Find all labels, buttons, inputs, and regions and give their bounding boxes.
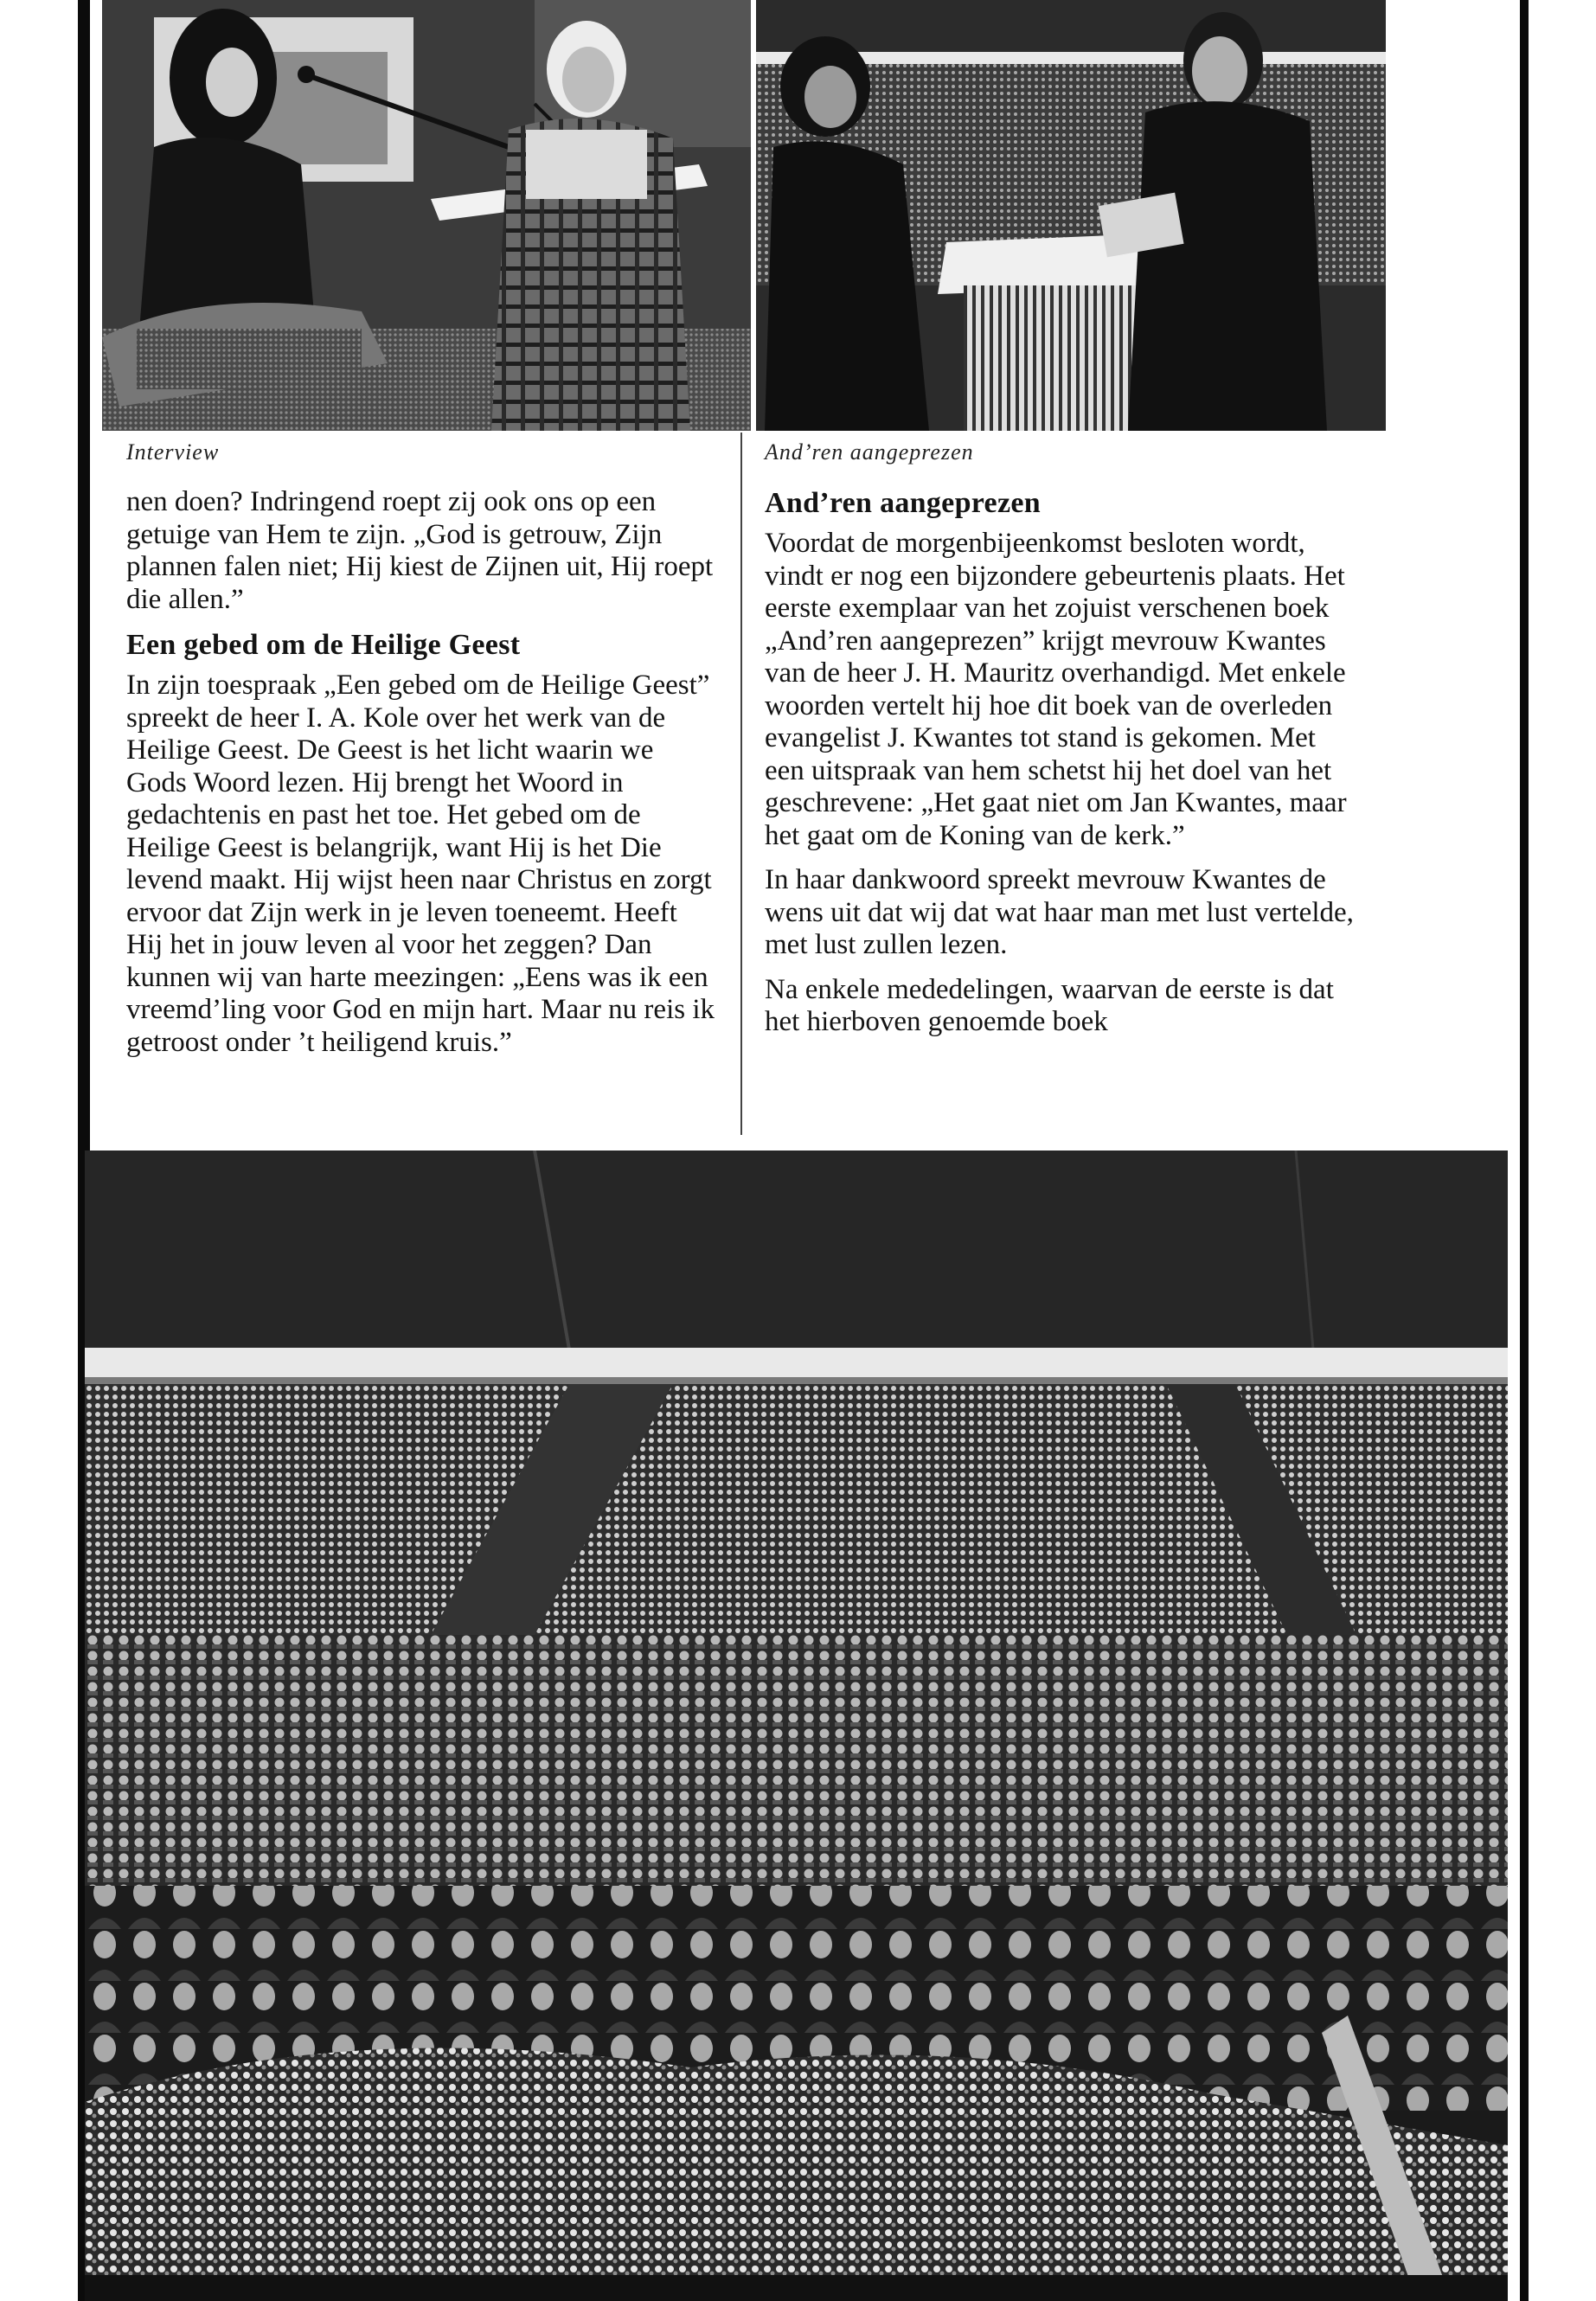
- interview-photo: [102, 0, 757, 431]
- book-presentation-photo: [756, 0, 1386, 431]
- section-heading-gebed: Een gebed om de Heilige Geest: [126, 629, 521, 661]
- left-intro-paragraph: nen doen? Indringend roept zij ook ons op een getuige van Hem te zijn. „God is getrouw, Zijn plannen falen niet; Hij kiest de Zijnen uit, Hij roept die allen.”: [126, 486, 714, 615]
- right-paragraph: In haar dankwoord spreekt mevrouw Kwantes de wens uit dat wij dat wat haar man met lust vertelde, met lust zullen lezen.: [765, 864, 1354, 960]
- audience-crowd-photo: [85, 1150, 1508, 2301]
- scan-border-right: [1520, 0, 1529, 2301]
- section-heading-andren: And’ren aangeprezen: [765, 487, 1041, 519]
- caption-andren-aangeprezen: And’ren aangeprezen: [765, 439, 974, 465]
- left-body-paragraph: In zijn toespraak „Een gebed om de Heilige Geest” spreekt de heer I. A. Kole over het werk van de Heilige Geest. De Geest is het licht waarin we Gods Woord lezen. Hij brengt het Woord in gedachtenis en past het toe. Het gebed om de Heilige Geest is belangrijk, want Hij is het Die levend maakt. Hij wijst heen naar Christus en zorgt ervoor dat Zijn werk in je leven toeneemt. Heeft Hij het in jouw leven al voor het zeggen? Dan kunnen wij van harte meezingen: „Eens was ik een vreemd’ling voor God en mijn hart. Maar nu reis ik getroost onder ’t heiligend kruis.”: [126, 670, 715, 1058]
- caption-interview: Interview: [126, 439, 220, 465]
- right-paragraph: Na enkele mededelingen, waarvan de eerste is dat het hierboven genoemde boek: [765, 973, 1334, 1037]
- right-paragraph: Voordat de morgenbijeenkomst besloten wordt, vindt er nog een bijzondere gebeurtenis plaats. Het eerste exemplaar van het zojuist verschenen boek „And’ren aangeprezen” krijgt mevrouw Kwantes van de heer J. H. Mauritz overhandigd. Met enkele woorden vertelt hij hoe dit boek van de overleden evangelist J. Kwantes tot stand is gekomen. Met een uitspraak van hem schetst hij het doel van het geschrevene: „Het gaat niet om Jan Kwantes, maar het gaat om de Koning van de kerk.”: [765, 528, 1347, 851]
- article-left-column: [126, 486, 715, 1071]
- column-divider: [740, 433, 742, 1135]
- article-right-column: [765, 486, 1362, 1051]
